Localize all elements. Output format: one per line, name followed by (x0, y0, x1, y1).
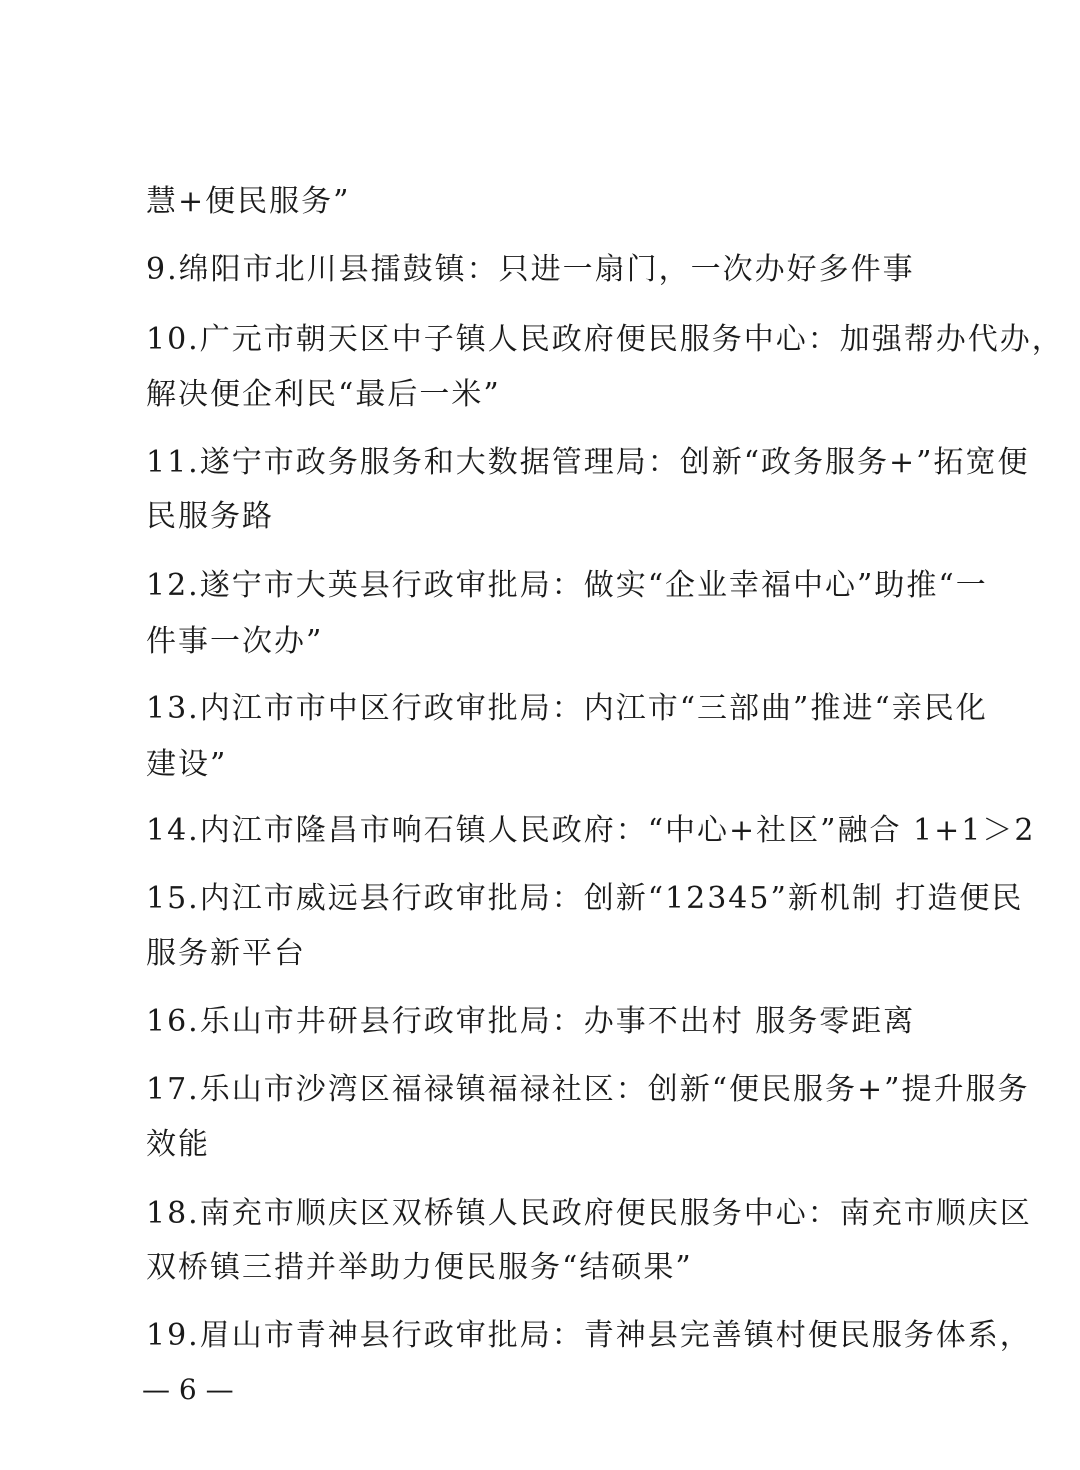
text-line-18: 双桥镇三措并举助力便民服务“结硕果” (146, 1250, 693, 1285)
text-line-15: 17.乐山市沙湾区福禄镇福禄社区：创新“便民服务+”提升服务 (146, 1072, 1030, 1107)
text-line-5: 11.遂宁市政务服务和大数据管理局：创新“政务服务+”拓宽便 (146, 445, 1030, 480)
text-line-11: 14.内江市隆昌市响石镇人民政府：“中心+社区”融合 1+1＞2 (146, 813, 1036, 848)
text-line-10: 建设” (146, 747, 228, 782)
text-line-7: 12.遂宁市大英县行政审批局：做实“企业幸福中心”助推“一 (146, 568, 988, 603)
text-line-2: 9.绵阳市北川县擂鼓镇：只进一扇门，一次办好多件事 (146, 252, 915, 287)
text-line-16: 效能 (146, 1127, 210, 1162)
text-line-6: 民服务路 (146, 499, 274, 534)
text-line-3: 10.广元市朝天区中子镇人民政府便民服务中心：加强帮办代办， (146, 322, 1064, 357)
text-line-8: 件事一次办” (146, 624, 324, 659)
text-line-19: 19.眉山市青神县行政审批局：青神县完善镇村便民服务体系， (146, 1318, 1032, 1353)
text-line-12: 15.内江市威远县行政审批局：创新“12345”新机制 打造便民 (146, 881, 1024, 916)
text-line-9: 13.内江市市中区行政审批局：内江市“三部曲”推进“亲民化 (146, 691, 988, 726)
page-number: — 6 — (142, 1373, 234, 1406)
text-line-13: 服务新平台 (146, 936, 306, 971)
text-line-17: 18.南充市顺庆区双桥镇人民政府便民服务中心：南充市顺庆区 (146, 1196, 1032, 1231)
text-line-1: 慧+便民服务” (146, 184, 351, 219)
text-line-14: 16.乐山市井研县行政审批局：办事不出村 服务零距离 (146, 1004, 916, 1039)
text-line-4: 解决便企利民“最后一米” (146, 377, 501, 412)
